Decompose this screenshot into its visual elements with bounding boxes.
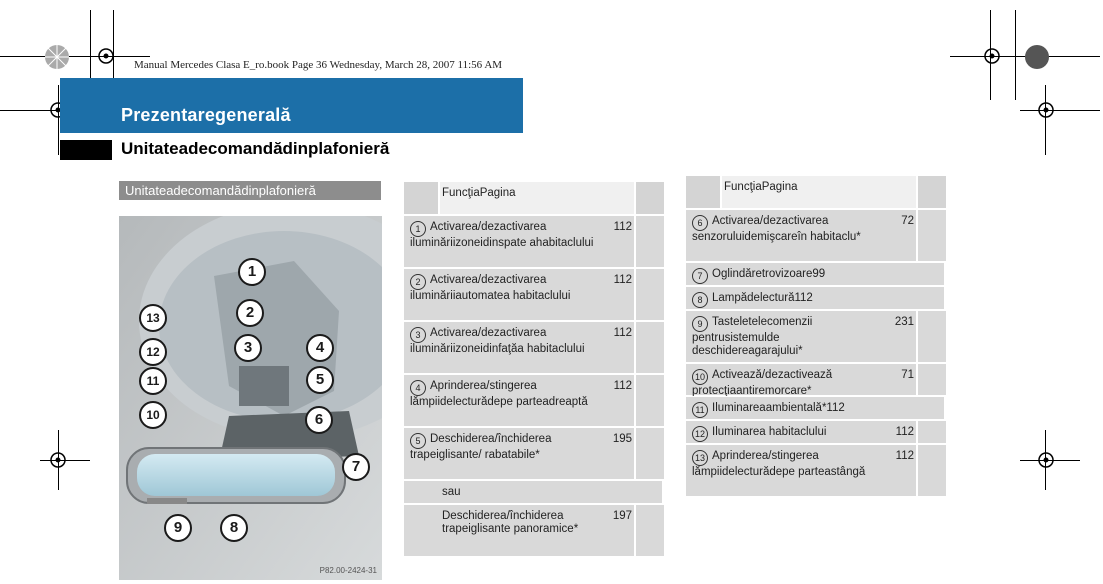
crosshair-icon [980,44,1004,68]
row-marker: 13 [692,450,708,466]
row-text: 8 Lampădelectură112 [692,292,884,308]
callout-13: 13 [139,304,167,332]
row-text: 4 Aprinderea/stingerea lămpiidelecturădepe parteadreaptă [410,380,588,408]
row-text: Deschiderea/închiderea trapeiglisante panoramice* [442,510,579,535]
callout-5: 5 [306,366,334,394]
table-row [686,396,946,419]
row-marker: 9 [692,316,708,332]
row-text: 11 Iluminareaambientală*112 [692,402,884,418]
table-row [686,286,946,309]
callout-6: 6 [305,406,333,434]
row-marker: 12 [692,426,708,442]
registration-wheel-icon [44,44,70,70]
row-marker: 1 [410,221,426,237]
row-text: 13 Aprinderea/stingerea lămpiidelecturădepe parteastângă [692,450,866,478]
row-marker: 2 [410,274,426,290]
table-row [686,420,946,443]
crosshair-icon [1034,98,1058,122]
callout-8: 8 [220,514,248,542]
crop-line [0,56,150,57]
callout-4: 4 [306,334,334,362]
subsection-title: Unitateadecomandădinplafonieră [121,139,390,158]
row-text: 3 Activarea/dezactivarea iluminăriizoneidinfaţăa habitaclului [410,327,585,355]
subsection-marker [60,140,112,160]
table-header [686,175,946,208]
row-page: 195 [612,433,632,445]
table-header-label: FuncţiaPagina [724,181,798,193]
table-row [404,480,664,503]
row-text: sau [442,486,461,498]
registration-dot-icon [1024,44,1050,70]
row-page: 72 [901,215,914,227]
table-row [404,268,664,320]
running-header: Manual Mercedes Clasa E_ro.book Page 36 Wednesday, March 28, 2007 11:56 AM [134,59,503,71]
callout-11: 11 [139,367,167,395]
table-row [686,310,946,362]
row-text: 9 Tasteletelecomenzii pentrusistemulde deschidereagarajului* [692,316,813,357]
table-row [404,321,664,373]
crosshair-icon [46,448,70,472]
row-page: 112 [895,426,914,438]
row-marker: 5 [410,433,426,449]
callout-12: 12 [139,338,167,366]
row-marker: 10 [692,369,708,385]
row-page: 112 [613,327,632,339]
row-page: 112 [613,274,632,286]
table-row [404,504,664,556]
row-page: 112 [613,221,632,233]
row-marker: 11 [692,402,708,418]
row-marker: 4 [410,380,426,396]
image-label: Unitateadecomandădinplafonieră [119,181,381,200]
row-text: 1 Activarea/dezactivarea iluminăriizoneidinspate ahabitaclului [410,221,594,249]
section-title: Prezentaregenerală [121,105,291,125]
row-marker: 6 [692,215,708,231]
row-page: 112 [613,380,632,392]
table-row [686,444,946,496]
crosshair-icon [1034,448,1058,472]
callout-9: 9 [164,514,192,542]
callout-7: 7 [342,453,370,481]
crop-line [1015,10,1016,100]
row-page: 231 [894,316,914,328]
row-marker: 7 [692,268,708,284]
table-row [686,363,946,395]
table-row [404,427,664,479]
crosshair-icon [94,44,118,68]
row-marker: 8 [692,292,708,308]
row-marker: 3 [410,327,426,343]
table-row [404,215,664,267]
row-page: 197 [612,510,632,522]
table-header [404,181,664,214]
table-row [686,209,946,261]
image-code: P82.00-2424-31 [319,566,377,575]
table-row [404,374,664,426]
table-header-label: FuncţiaPagina [442,187,516,199]
row-text: 12 Iluminarea habitaclului [692,426,884,442]
callout-1: 1 [238,258,266,286]
callout-3: 3 [234,334,262,362]
table-row [686,262,946,285]
row-text: 6 Activarea/dezactivarea senzoruluidemişcareîn habitaclu* [692,215,861,243]
callout-2: 2 [236,299,264,327]
row-page: 112 [895,450,914,462]
crop-line [1020,110,1100,111]
row-page: 71 [901,369,914,381]
row-text: 2 Activarea/dezactivarea iluminăriiautomatea habitaclului [410,274,571,302]
row-text: 10 Activează/dezactivează protecţiaantiremorcare* [692,369,833,397]
row-text: 5 Deschiderea/închiderea trapeiglisante/ rabatabile* [410,433,552,461]
row-text: 7 Oglindăretrovizoare99 [692,268,884,284]
callout-10: 10 [139,401,167,429]
